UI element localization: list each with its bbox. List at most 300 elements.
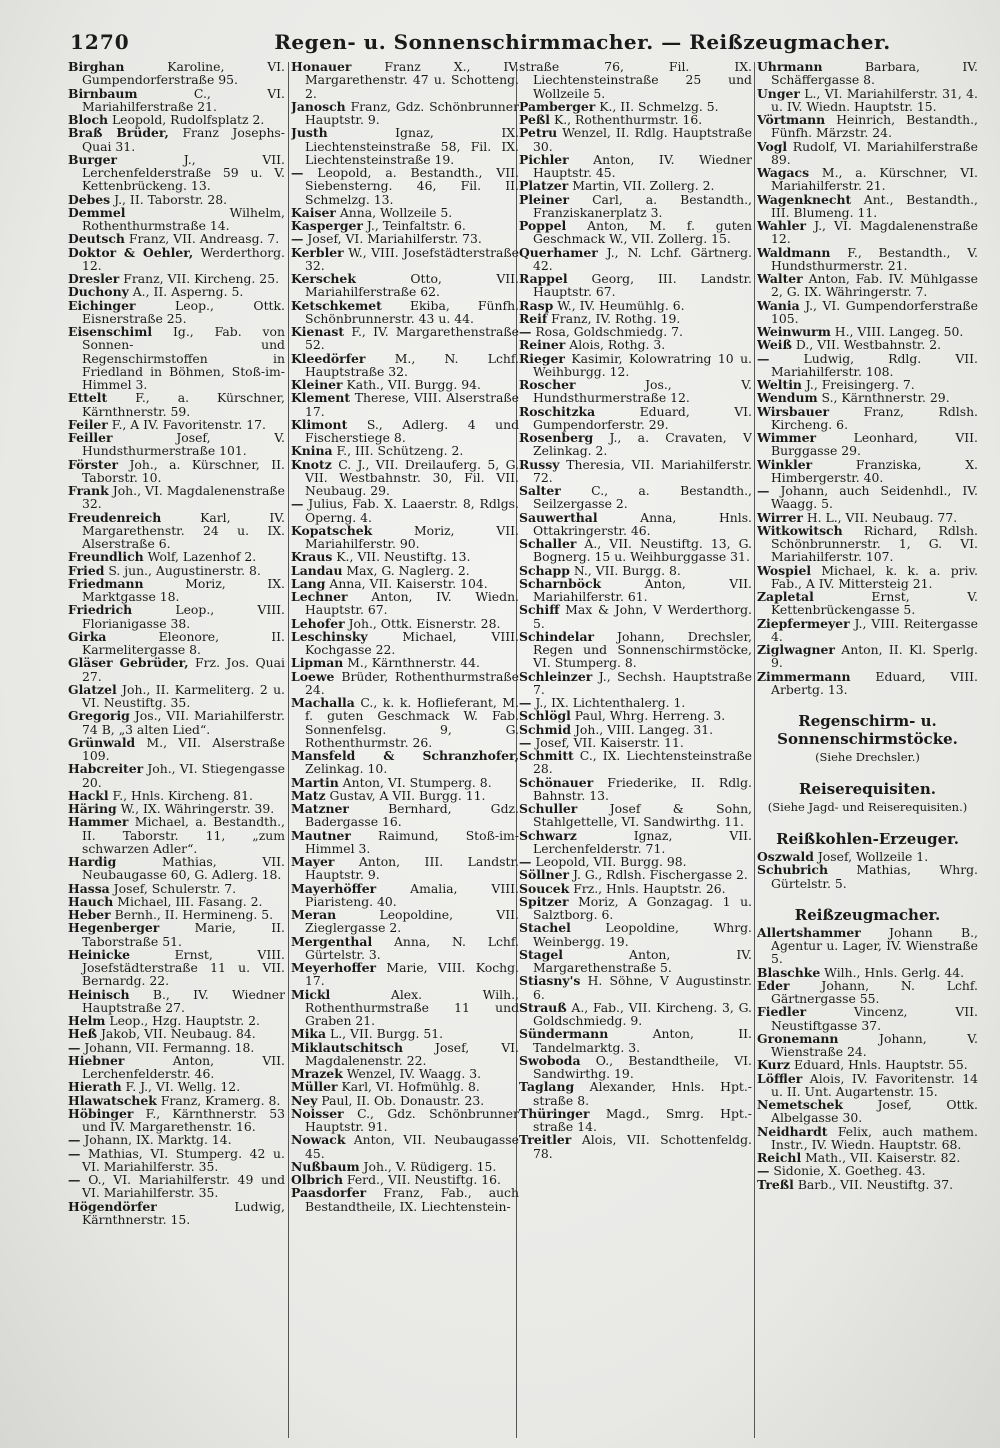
entry-name: Debes: [68, 191, 111, 207]
directory-entry: [519, 630, 752, 670]
entry-address: Magd., Smrg. Hpt.-straße 14.: [533, 1105, 752, 1134]
entry-address: Moriz, VII. Mariahilferstr. 90.: [305, 522, 519, 551]
entry-address: Werderthorg. 12.: [82, 244, 285, 273]
entry-name: Schindelar: [519, 628, 595, 644]
entry-address: Anton, VII. Lerchenfelderstr. 46.: [82, 1052, 285, 1081]
directory-entry: [757, 60, 978, 87]
directory-entry: [291, 497, 519, 524]
entry-name: Peßl: [519, 112, 550, 127]
entry-address: F., IV. Margarethenstraße 52.: [305, 324, 519, 353]
entry-name: Lehofer: [291, 615, 345, 631]
entry-address: Leop., Hzg. Hauptstr. 2.: [109, 1013, 260, 1028]
entry-name: Hassa: [68, 880, 110, 896]
column-3: [519, 60, 752, 1440]
entry-address: C., VI. Mariahilferstraße 21.: [82, 85, 285, 114]
entry-name: Olbrich: [291, 1172, 343, 1187]
directory-entry: [519, 749, 752, 776]
entry-name: Demmel: [68, 204, 126, 220]
entry-address: Leopold, Rudolfsplatz 2.: [111, 112, 265, 127]
directory-entry: [68, 577, 285, 604]
directory-entry: [757, 299, 978, 326]
entry-name: Birnbaum: [68, 85, 138, 101]
entry-name: Mautner: [291, 827, 351, 843]
entry-address: Friederike, II. Rdlg. Bahnstr. 13.: [533, 774, 752, 803]
section-note: (Siehe Drechsler.): [815, 750, 920, 764]
entry-address: Josef, Schulerstr. 7.: [113, 880, 237, 896]
entry-name: Hauch: [68, 893, 114, 909]
directory-entry: [291, 352, 519, 379]
entry-address: Ernst, V. Kettenbrückengasse 5.: [771, 589, 978, 618]
entry-address: Wolf, Lazenhof 2.: [147, 549, 257, 565]
entry-address: C. J., VII. Dreilauferg. 5, G. VII. Westbahnstr. 30, Fil. VII. Neubaug. 29.: [305, 456, 519, 498]
directory-entry: [68, 126, 285, 153]
entry-name: Kasperger: [291, 218, 363, 233]
directory-entry: [757, 338, 978, 351]
directory-entry: [291, 577, 519, 590]
directory-entry: [757, 1151, 978, 1164]
entry-address: Eleonore, II. Karmelitergasse 8.: [82, 628, 285, 657]
entry-address: D., VII. Westbahnstr. 2.: [795, 337, 942, 353]
entry-name: Lang: [291, 575, 326, 591]
entry-address: Zelinkag. 10.: [305, 761, 388, 777]
directory-entry: [291, 299, 519, 326]
entry-address: H. L., VII. Neubaug. 77.: [806, 509, 958, 525]
entry-name: Klimont: [291, 416, 348, 432]
entry-address: J., Freisingerg. 7.: [805, 377, 915, 392]
entry-name: Neidhardt: [757, 1123, 828, 1139]
entry-name: Müller: [291, 1079, 338, 1095]
directory-entry: [519, 670, 752, 697]
directory-entry: [68, 246, 285, 273]
column-4: [757, 60, 978, 1440]
entry-address: Felix, auch mathem. Instr., IV. Wiedn. Hauptstr. 68.: [771, 1123, 978, 1152]
entry-name: Ney: [291, 1092, 318, 1108]
entry-name: Glatzel: [68, 681, 117, 697]
entry-address: J., IX. Lichtenthalerg. 1.: [535, 695, 686, 710]
entry-name: Wahler: [757, 218, 806, 233]
entry-name: Klement: [291, 390, 351, 406]
entry-address: Theresia, VII. Mariahilferstr. 72.: [533, 456, 752, 485]
directory-entry: [519, 776, 752, 803]
entry-name: Habcreiter: [68, 761, 144, 777]
directory-entry: [291, 272, 519, 299]
entry-name: Mayerhöffer: [291, 880, 377, 896]
section-heading: Reißkohlen-Erzeuger.: [776, 830, 959, 848]
entry-address: Math., VII. Kaiserstr. 82.: [805, 1150, 961, 1165]
entry-address: J., VI. Magdalenenstraße 12.: [771, 218, 978, 247]
directory-entry: [68, 550, 285, 563]
directory-entry: [519, 868, 752, 881]
directory-entry: [519, 312, 752, 325]
entry-address: J., Teinfaltstr. 6.: [366, 218, 466, 233]
entry-name: Kleedörfer: [291, 350, 366, 366]
entry-address: Franz, VII. Kircheng. 25.: [123, 271, 280, 286]
entry-address: straße 76, Fil. IX. Liechtensteinstraße 25 und Wollzeile 5.: [519, 60, 752, 101]
directory-entry: [68, 272, 285, 285]
entry-address: Michael, k. k. a. priv. Fab., A IV. Mittersteig 21.: [771, 562, 978, 591]
entry-address: Eduard, VIII. Arbertg. 13.: [771, 668, 978, 697]
entry-name: Landau: [291, 562, 343, 578]
entry-name: Spitzer: [519, 893, 569, 909]
entry-address: K., Rothenthurmstr. 16.: [553, 112, 703, 127]
entry-name: Heinicke: [68, 946, 131, 962]
entry-address: Leopoldine, Whrg. Weinbergg. 19.: [533, 920, 752, 949]
entry-name: Uhrmann: [757, 60, 823, 74]
entry-name: Wospiel: [757, 562, 812, 578]
entry-address: J., N. Lchf. Gärtnerg. 42.: [533, 244, 752, 273]
entry-address: Wilhelm, Rothenthurmstraße 14.: [82, 204, 285, 233]
entry-address: Mathias, VI. Stumperg. 42 u. VI. Mariahilferstr. 35.: [82, 1145, 285, 1174]
entry-address: A., VII. Neustiftg. 13, G. Bognerg. 15 u. Weihburggasse 31.: [533, 536, 752, 565]
entry-address: Leonhard, VII. Burggasse 29.: [771, 430, 978, 459]
entry-name: Kurz: [757, 1057, 791, 1073]
entry-name: Paasdorfer: [291, 1185, 367, 1201]
entry-address: Karl, VI. Hofmühlg. 8.: [341, 1079, 480, 1095]
directory-entry: [519, 1054, 752, 1081]
entry-address: Josef, V. Hundsthurmerstraße 101.: [82, 430, 285, 459]
entry-name: Schmid: [519, 721, 571, 737]
entry-name: Hammer: [68, 814, 129, 830]
entry-address: Therese, VIII. Alserstraße 17.: [305, 390, 519, 419]
directory-entry: [291, 696, 519, 749]
entry-address: Franz X., IV. Margarethenstr. 47 u. Schotteng. 2.: [305, 60, 519, 101]
entry-name: Gronemann: [757, 1030, 839, 1046]
entry-address: F., A IV. Favoritenstr. 17.: [111, 416, 266, 432]
directory-entry: [291, 961, 519, 988]
entry-name: Meran: [291, 907, 337, 922]
entry-address: Johann, VII. Fermanng. 18.: [84, 1039, 255, 1055]
directory-entry: [757, 1005, 978, 1032]
directory-entry: [757, 1164, 978, 1177]
entry-address: K., II. Schmelzg. 5.: [599, 98, 719, 114]
entry-name: Machalla: [291, 695, 355, 710]
entry-address: Joh., II. Karmeliterg. 2 u. VI. Neustiftg. 35.: [82, 681, 285, 710]
entry-address: Josef, VI. Magdalenenstr. 22.: [305, 1039, 519, 1068]
directory-entry: [519, 299, 752, 312]
directory-entry: [519, 338, 752, 351]
directory-entry: [519, 1027, 752, 1054]
entry-name: —: [519, 695, 532, 710]
entry-name: Ketschkemet: [291, 297, 382, 313]
entry-address: Jakob, VII. Neubaug. 84.: [100, 1026, 256, 1042]
entry-address: Carl, a. Bestandth., Franziskanerplatz 3.: [533, 191, 752, 220]
directory-entry: [519, 153, 752, 180]
directory-entry: [68, 656, 285, 683]
entry-name: Nemetschek: [757, 1097, 843, 1112]
directory-entry: [68, 683, 285, 710]
entry-name: Heß: [68, 1026, 98, 1042]
entry-name: Friedrich: [68, 602, 133, 618]
entry-address: C., k. k. Hoflieferant, M. f. guten Geschmack W. Fab. Sonnenfelsg. 9, G. Rothenthurmstr. 26.: [305, 695, 519, 750]
directory-entry: [291, 590, 519, 617]
directory-entry: [68, 1147, 285, 1174]
directory-entry: [757, 1178, 978, 1191]
directory-entry: [519, 537, 752, 564]
entry-name: Hiebner: [68, 1052, 125, 1068]
entry-address: Max & John, V Werderthorg. 5.: [533, 602, 752, 631]
directory-entry: [519, 696, 752, 709]
directory-entry: [68, 1054, 285, 1081]
directory-entry: [291, 418, 519, 445]
entry-name: Ettelt: [68, 390, 108, 406]
directory-entry: [68, 418, 285, 431]
directory-entry: [68, 895, 285, 908]
directory-entry: [519, 113, 752, 126]
entry-address: Alois, VII. Schottenfeldg. 78.: [533, 1132, 752, 1161]
entry-name: Friedmann: [68, 575, 144, 591]
entry-name: Schuller: [519, 801, 578, 816]
directory-entry: [291, 550, 519, 563]
entry-address: M., a. Kürschner, VI. Mariahilferstr. 21.: [771, 165, 978, 194]
entry-address: Barb., VII. Neustiftg. 37.: [797, 1176, 954, 1192]
entry-name: Blaschke: [757, 964, 821, 980]
entry-address: Karl, IV. Margarethenstr. 24 u. IX. Alserstraße 6.: [82, 509, 285, 551]
entry-name: Wirsbauer: [757, 403, 830, 419]
entry-name: Rieger: [519, 350, 565, 366]
entry-name: Schaller: [519, 536, 577, 551]
directory-entry: [757, 219, 978, 246]
entry-address: Anton, II. Tandelmarktg. 3.: [533, 1026, 752, 1055]
entry-name: Häring: [68, 801, 117, 816]
directory-entry: [757, 378, 978, 391]
entry-address: H. Söhne, V Augustinstr. 6.: [533, 973, 752, 1002]
directory-entry: [757, 590, 978, 617]
entry-name: Thüringer: [519, 1105, 590, 1121]
directory-entry: [68, 391, 285, 418]
page-header: [70, 20, 975, 60]
entry-name: Unger: [757, 85, 800, 101]
entry-address: Alexander, Hnls. Hpt.-straße 8.: [533, 1079, 752, 1108]
directory-entry: [519, 921, 752, 948]
section-heading: Regenschirm- u. Sonnenschirmstöcke.: [777, 712, 958, 748]
entry-name: Reichl: [757, 1150, 802, 1165]
entry-address: Bernh., II. Hermineng. 5.: [114, 907, 274, 922]
entry-address: F., Kärnthnerstr. 53 und IV. Margarethenstr. 16.: [82, 1105, 285, 1134]
entry-address: L., VI. Mariahilferstr. 31, 4. u. IV. Wiedn. Hauptstr. 15.: [771, 85, 978, 114]
directory-entry: [68, 299, 285, 326]
directory-entry: [519, 709, 752, 722]
entry-name: —: [68, 1172, 81, 1187]
entry-address: Wenzel, IV. Waagg. 3.: [346, 1066, 482, 1081]
directory-entry: [291, 206, 519, 219]
entry-address: Martin, VII. Zollerg. 2.: [572, 178, 715, 194]
entry-name: —: [757, 1163, 770, 1179]
entry-name: Stiasny's: [519, 973, 581, 989]
entry-name: Mergenthal: [291, 933, 373, 949]
column-divider: [288, 62, 289, 1438]
directory-entry: [757, 325, 978, 338]
entry-address: Moriz, A Gonzagag. 1 u. Salztborg. 6.: [533, 893, 752, 922]
directory-entry: [519, 325, 752, 338]
entry-address: Ernst, VIII. Josefstädterstraße 11 u. VII. Bernardg. 22.: [82, 946, 285, 989]
directory-entry: [757, 1058, 978, 1071]
entry-address: Josef, VII. Kaiserstr. 11.: [535, 734, 684, 750]
directory-entry: [68, 855, 285, 882]
directory-entry: [757, 87, 978, 114]
entry-name: Schubrich: [757, 862, 828, 878]
directory-entry: [519, 948, 752, 975]
entry-address: Ludwig, Kärnthnerstr. 15.: [82, 1198, 285, 1227]
entry-address: Anna, Wollzeile 5.: [339, 204, 453, 220]
entry-address: Ferd., VII. Neustiftg. 16.: [346, 1172, 501, 1187]
entry-name: —: [291, 496, 304, 512]
directory-entry: [519, 895, 752, 922]
directory-entry: [519, 484, 752, 511]
entry-name: Kerschek: [291, 271, 356, 286]
entry-name: Knina: [291, 443, 333, 459]
entry-name: Weltin: [757, 377, 802, 392]
entry-name: Schiff: [519, 602, 560, 618]
directory-entry: [519, 193, 752, 220]
directory-entry: [291, 219, 519, 232]
entry-name: Eder: [757, 977, 790, 993]
entry-address: Alex. Wilh., Rothenthurmstraße 11 und Graben 21.: [305, 986, 519, 1028]
entry-name: Miklautschitsch: [291, 1039, 403, 1055]
entry-name: Nußbaum: [291, 1158, 360, 1174]
entry-name: Russy: [519, 456, 560, 472]
entry-name: Zimmermann: [757, 668, 851, 684]
directory-entry: [68, 458, 285, 485]
entry-name: Burger: [68, 151, 118, 167]
entry-address: Joh., Ottk. Eisnerstr. 28.: [348, 615, 501, 631]
directory-entry: [757, 140, 978, 167]
directory-entry: [291, 232, 519, 245]
directory-entry: [757, 524, 978, 564]
entry-address: Leopold, a. Bestandth., VII. Siebensterng. 46, Fil. II. Schmelzg. 13.: [305, 165, 519, 207]
directory-entry: [757, 850, 978, 863]
entry-name: Allertshammer: [757, 924, 861, 940]
entry-address: F., a. Kürschner, Kärnthnerstr. 59.: [82, 390, 285, 419]
directory-entry: [291, 1041, 519, 1068]
directory-entry: [291, 670, 519, 697]
entry-name: Wirrer: [757, 509, 803, 525]
entry-name: Grünwald: [68, 734, 136, 750]
entry-address: F. J., VI. Wellg. 12.: [125, 1079, 241, 1095]
entry-address: Anton, II. Kl. Sperlg. 9.: [771, 642, 978, 671]
entry-address: Anton, IV. Margarethenstraße 5.: [533, 946, 752, 975]
directory-entry: [68, 285, 285, 298]
entry-address: Leopoldine, VII. Zieglergasse 2.: [305, 907, 519, 936]
entry-address: J., II. Taborstr. 28.: [114, 191, 228, 207]
entry-name: Leschinsky: [291, 628, 368, 644]
directory-entry: [757, 926, 978, 966]
directory-entry: [291, 935, 519, 962]
entry-address: Michael, III. Fasang. 2.: [117, 893, 263, 909]
entry-name: Kerbler: [291, 244, 344, 260]
entry-address: Franz, Gdz. Schönbrunner Hauptstr. 9.: [305, 98, 519, 127]
directory-entry: [68, 232, 285, 245]
directory-entry: [291, 1133, 519, 1160]
page-title: Regen- u. Sonnenschirmmacher. — Reißzeugmacher.: [274, 30, 891, 54]
directory-entry: [519, 1080, 752, 1107]
directory-entry: [68, 206, 285, 233]
directory-entry: [68, 736, 285, 763]
entry-name: Fiedler: [757, 1004, 807, 1020]
entry-name: Schapp: [519, 562, 570, 578]
directory-entry: [757, 405, 978, 432]
entry-address: M., VII. Alserstraße 109.: [82, 734, 285, 763]
entry-name: Eisenschiml: [68, 324, 153, 339]
entry-address: O., VI. Mariahilferstr. 49 und VI. Mariahilferstr. 35.: [82, 1172, 285, 1201]
entry-address: S., Adlerg. 4 und Fischerstiege 8.: [305, 416, 519, 445]
directory-entry: [68, 1014, 285, 1027]
entry-address: Alois, IV. Favoritenstr. 14 u. II. Unt. Augartenstr. 15.: [771, 1070, 978, 1099]
entry-name: Lechner: [291, 589, 348, 604]
directory-entry: [757, 484, 978, 511]
directory-entry: [68, 603, 285, 630]
directory-entry: [291, 988, 519, 1028]
entry-name: Meyerhoffer: [291, 960, 377, 975]
entry-name: Schleinzer: [519, 668, 593, 684]
entry-address: J., VI. Gumpendorferstraße 105.: [771, 297, 978, 326]
directory-entry: [757, 458, 978, 485]
entry-name: Ziepfermeyer: [757, 615, 850, 631]
entry-address: Marie, II. Taborstraße 51.: [82, 920, 285, 949]
entry-address: Kasimir, Kolowratring 10 u. Weihburgg. 12.: [533, 350, 752, 379]
directory-entry: [291, 829, 519, 856]
entry-name: —: [68, 1145, 81, 1161]
directory-entry: [68, 193, 285, 206]
directory-entry: [757, 113, 978, 140]
entry-address: W., IX. Währingerstr. 39.: [120, 801, 275, 816]
entry-name: Treitler: [519, 1132, 572, 1148]
directory-entry: [291, 524, 519, 551]
entry-name: —: [757, 350, 770, 366]
entry-address: Moriz, IX. Marktgasse 18.: [82, 575, 285, 604]
entry-address: Gustav, A VII. Burgg. 11.: [329, 787, 486, 803]
directory-entry: [519, 272, 752, 299]
entry-name: Kaiser: [291, 204, 336, 220]
entry-name: Söllner: [519, 867, 570, 883]
entry-name: —: [519, 324, 532, 339]
entry-address: Eduard, Hnls. Hauptstr. 55.: [794, 1057, 968, 1073]
entry-address: Brüder, Rothenthurmstraße 24.: [305, 668, 519, 697]
directory-entry: [291, 444, 519, 457]
directory-entry: [291, 126, 519, 166]
entry-address: Heinrich, Bestandth., Fünfh. Märzstr. 24.: [771, 112, 978, 141]
entry-name: Waldmann: [757, 244, 831, 260]
entry-name: Hackl: [68, 787, 109, 803]
entry-name: Girka: [68, 628, 107, 644]
directory-entry: [68, 988, 285, 1015]
entry-address: Jos., VII. Mariahilferstr. 74 B, „3 alten Lied“.: [82, 708, 285, 737]
directory-entry: [68, 564, 285, 577]
entry-name: Reif: [519, 310, 548, 326]
entry-address: Ant., Bestandth., III. Blumeng. 11.: [771, 191, 978, 220]
entry-address: Ignaz, VII. Lerchenfelderstr. 71.: [533, 827, 752, 856]
entry-name: Reiner: [519, 337, 566, 353]
entry-address: Jos., V. Hundsthurmerstraße 12.: [533, 377, 752, 406]
entry-name: Fried: [68, 562, 105, 578]
entry-address: Franz, Kramerg. 8.: [160, 1092, 281, 1108]
directory-entry: [68, 948, 285, 988]
entry-name: Swoboda: [519, 1052, 581, 1068]
directory-entry: [68, 630, 285, 657]
entry-name: —: [757, 483, 770, 498]
entry-name: Weiß: [757, 337, 792, 353]
entry-name: Mayer: [291, 854, 335, 869]
entry-address: W., IV. Heumühlg. 6.: [557, 297, 685, 313]
entry-name: Wendum: [757, 390, 818, 406]
directory-entry: [291, 1080, 519, 1093]
entry-address: Michael, a. Bestandth., II. Taborstr. 11, „zum schwarzen Adler“.: [82, 814, 285, 856]
directory-entry: [68, 113, 285, 126]
entry-address: F., Bestandth., V. Hundsthurmerstr. 21.: [771, 244, 978, 273]
entry-name: Platzer: [519, 178, 569, 194]
entry-name: Querhamer: [519, 244, 598, 260]
entry-address: Josef, VI. Mariahilferstr. 73.: [307, 231, 482, 247]
directory-entry: [757, 979, 978, 1006]
